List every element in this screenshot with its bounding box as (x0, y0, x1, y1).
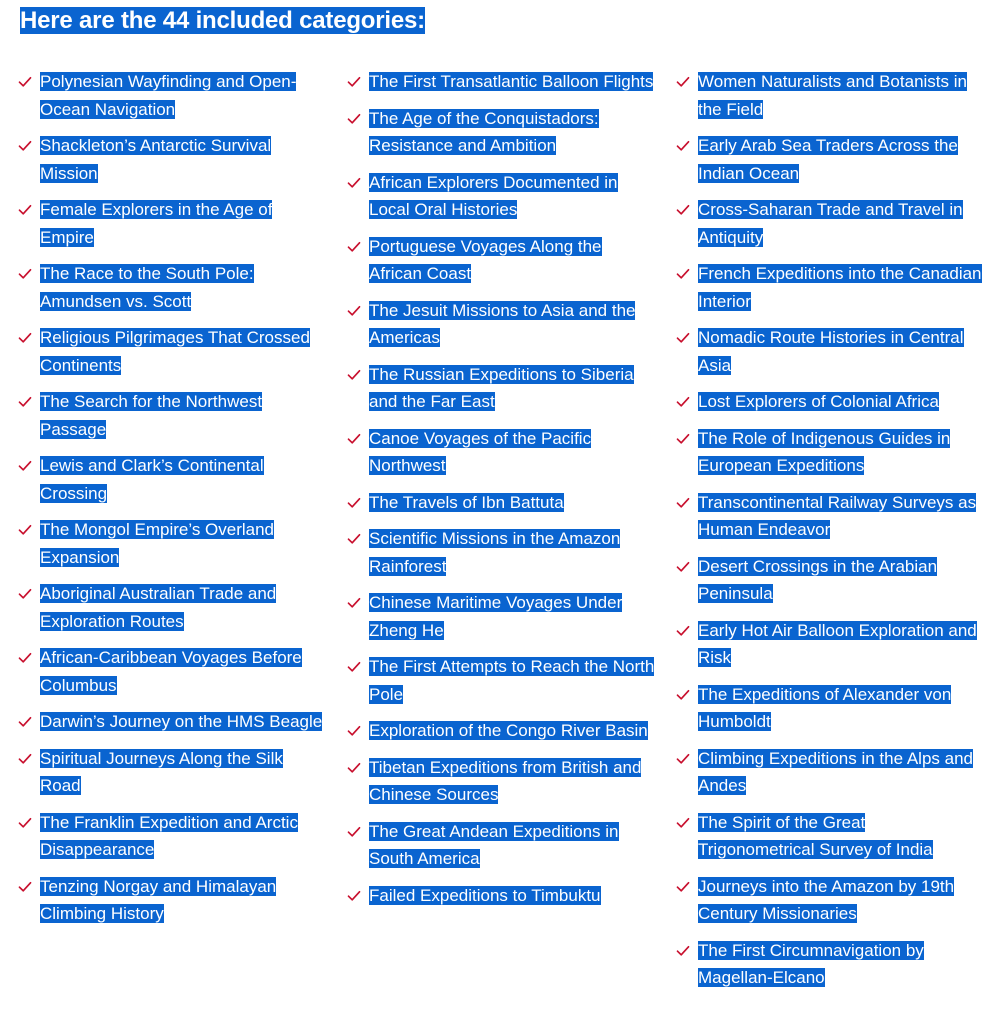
category-item (347, 169, 655, 224)
category-label: Tenzing Norgay and Himalayan Climbing History (40, 876, 277, 923)
checkmark-icon (18, 75, 32, 89)
checkmark-icon (347, 112, 361, 126)
category-item (18, 452, 326, 507)
checkmark-icon (676, 203, 690, 217)
checkmark-icon (347, 240, 361, 254)
category-item (676, 745, 984, 800)
checkmark-icon (18, 139, 32, 153)
category-label: Climbing Expeditions in the Alps and Andes (698, 748, 973, 795)
category-label: Journeys into the Amazon by 19th Century Missionaries (698, 876, 955, 923)
checkmark-icon (676, 688, 690, 702)
category-item (347, 489, 655, 517)
category-item (347, 297, 655, 352)
category-item (18, 196, 326, 251)
category-item (347, 233, 655, 288)
category-label: Nomadic Route Histories in Central Asia (698, 328, 964, 375)
checkmark-icon (18, 267, 32, 281)
checkmark-icon (347, 304, 361, 318)
category-item (676, 324, 984, 379)
category-label: Early Hot Air Balloon Exploration and Risk (698, 620, 977, 667)
category-item (347, 525, 655, 580)
checkmark-icon (18, 203, 32, 217)
checkmark-icon (18, 587, 32, 601)
category-label: Scientific Missions in the Amazon Rainforest (369, 529, 621, 576)
category-item (347, 68, 655, 96)
checkmark-icon (347, 176, 361, 190)
checkmark-icon (676, 395, 690, 409)
checkmark-icon (18, 459, 32, 473)
category-label: Cross-Saharan Trade and Travel in Antiquity (698, 200, 963, 247)
category-label: Shackleton’s Antarctic Survival Mission (40, 136, 272, 183)
category-item (676, 388, 984, 416)
checkmark-icon (18, 651, 32, 665)
category-label: The Spirit of the Great Trigonometrical Survey of India (698, 812, 933, 859)
checkmark-icon (347, 368, 361, 382)
checkmark-icon (18, 395, 32, 409)
category-label: The Great Andean Expeditions in South America (369, 821, 619, 868)
category-column-3 (676, 68, 984, 1001)
category-label: Polynesian Wayfinding and Open-Ocean Navigation (40, 72, 297, 119)
category-item (347, 361, 655, 416)
category-label: The Franklin Expedition and Arctic Disappearance (40, 812, 298, 859)
checkmark-icon (18, 523, 32, 537)
category-item (347, 882, 655, 910)
checkmark-icon (347, 532, 361, 546)
category-item (18, 708, 326, 736)
category-label: The Jesuit Missions to Asia and the Americas (369, 300, 636, 347)
page-heading (20, 6, 425, 36)
category-item (347, 653, 655, 708)
checkmark-icon (676, 944, 690, 958)
checkmark-icon (676, 75, 690, 89)
category-item (676, 489, 984, 544)
category-column-1 (18, 68, 326, 937)
category-label: Female Explorers in the Age of Empire (40, 200, 273, 247)
checkmark-icon (676, 752, 690, 766)
category-label: The Search for the Northwest Passage (40, 392, 263, 439)
checkmark-icon (676, 816, 690, 830)
checkmark-icon (347, 889, 361, 903)
category-label: The First Circumnavigation by Magellan-Elcano (698, 940, 924, 987)
category-item (18, 809, 326, 864)
category-label: African Explorers Documented in Local Oral Histories (369, 172, 618, 219)
category-item (676, 809, 984, 864)
category-label: The Role of Indigenous Guides in European Expeditions (698, 428, 951, 475)
checkmark-icon (347, 596, 361, 610)
checkmark-icon (347, 761, 361, 775)
category-label: Women Naturalists and Botanists in the Field (698, 72, 967, 119)
category-label: Aboriginal Australian Trade and Exploration Routes (40, 584, 277, 631)
category-label: The Mongol Empire’s Overland Expansion (40, 520, 275, 567)
category-label: Portuguese Voyages Along the African Coast (369, 236, 602, 283)
checkmark-icon (676, 267, 690, 281)
category-item (347, 754, 655, 809)
category-item (676, 425, 984, 480)
category-item (676, 937, 984, 992)
category-label: Lost Explorers of Colonial Africa (698, 392, 939, 411)
category-label: The Russian Expeditions to Siberia and the Far East (369, 364, 634, 411)
category-item (347, 717, 655, 745)
category-label: The Travels of Ibn Battuta (369, 492, 564, 512)
checkmark-icon (676, 624, 690, 638)
checkmark-icon (18, 816, 32, 830)
checkmark-icon (347, 825, 361, 839)
checkmark-icon (18, 715, 32, 729)
category-item (347, 425, 655, 480)
category-column-2 (347, 68, 655, 918)
category-item (347, 105, 655, 160)
category-item (18, 132, 326, 187)
category-item (676, 260, 984, 315)
category-label: Early Arab Sea Traders Across the Indian Ocean (698, 136, 958, 183)
checkmark-icon (676, 331, 690, 345)
checkmark-icon (347, 75, 361, 89)
category-label: The Age of the Conquistadors: Resistance and Ambition (369, 108, 599, 155)
category-label: Darwin’s Journey on the HMS Beagle (40, 712, 323, 731)
category-label: Chinese Maritime Voyages Under Zheng He (369, 593, 623, 640)
category-item (18, 324, 326, 379)
category-item (676, 132, 984, 187)
category-item (676, 196, 984, 251)
checkmark-icon (676, 560, 690, 574)
category-item (347, 818, 655, 873)
category-item (18, 745, 326, 800)
category-item (676, 553, 984, 608)
category-item (676, 68, 984, 123)
category-item (18, 388, 326, 443)
category-item (18, 580, 326, 635)
category-label: The Race to the South Pole: Amundsen vs. Scott (40, 264, 254, 311)
checkmark-icon (347, 432, 361, 446)
category-label: Religious Pilgrimages That Crossed Continents (40, 328, 310, 375)
category-label: French Expeditions into the Canadian Interior (698, 264, 982, 311)
category-label: Desert Crossings in the Arabian Peninsula (698, 556, 938, 603)
category-item (676, 873, 984, 928)
checkmark-icon (18, 880, 32, 894)
category-label: African-Caribbean Voyages Before Columbus (40, 648, 302, 695)
checkmark-icon (676, 139, 690, 153)
category-item (18, 644, 326, 699)
category-item (18, 68, 326, 123)
checkmark-icon (676, 880, 690, 894)
category-item (18, 516, 326, 571)
category-label: The First Attempts to Reach the North Pole (369, 657, 655, 704)
checkmark-icon (347, 496, 361, 510)
category-label: Transcontinental Railway Surveys as Human Endeavor (698, 492, 977, 539)
category-item (676, 617, 984, 672)
checkmark-icon (347, 724, 361, 738)
category-item (347, 589, 655, 644)
category-item (18, 873, 326, 928)
checkmark-icon (676, 432, 690, 446)
category-label: Spiritual Journeys Along the Silk Road (40, 748, 283, 795)
checkmark-icon (676, 496, 690, 510)
category-label: Exploration of the Congo River Basin (369, 721, 648, 740)
category-label: Tibetan Expeditions from British and Chinese Sources (369, 757, 642, 804)
category-label: Canoe Voyages of the Pacific Northwest (369, 428, 592, 475)
category-label: The Expeditions of Alexander von Humboldt (698, 684, 952, 731)
checkmark-icon (347, 660, 361, 674)
heading-text: Here are the 44 included categories: (20, 7, 425, 34)
category-item (676, 681, 984, 736)
checkmark-icon (18, 331, 32, 345)
category-item (18, 260, 326, 315)
category-label: Lewis and Clark’s Continental Crossing (40, 456, 264, 503)
category-label: The First Transatlantic Balloon Flights (369, 72, 654, 91)
category-label: Failed Expeditions to Timbuktu (369, 885, 601, 905)
checkmark-icon (18, 752, 32, 766)
